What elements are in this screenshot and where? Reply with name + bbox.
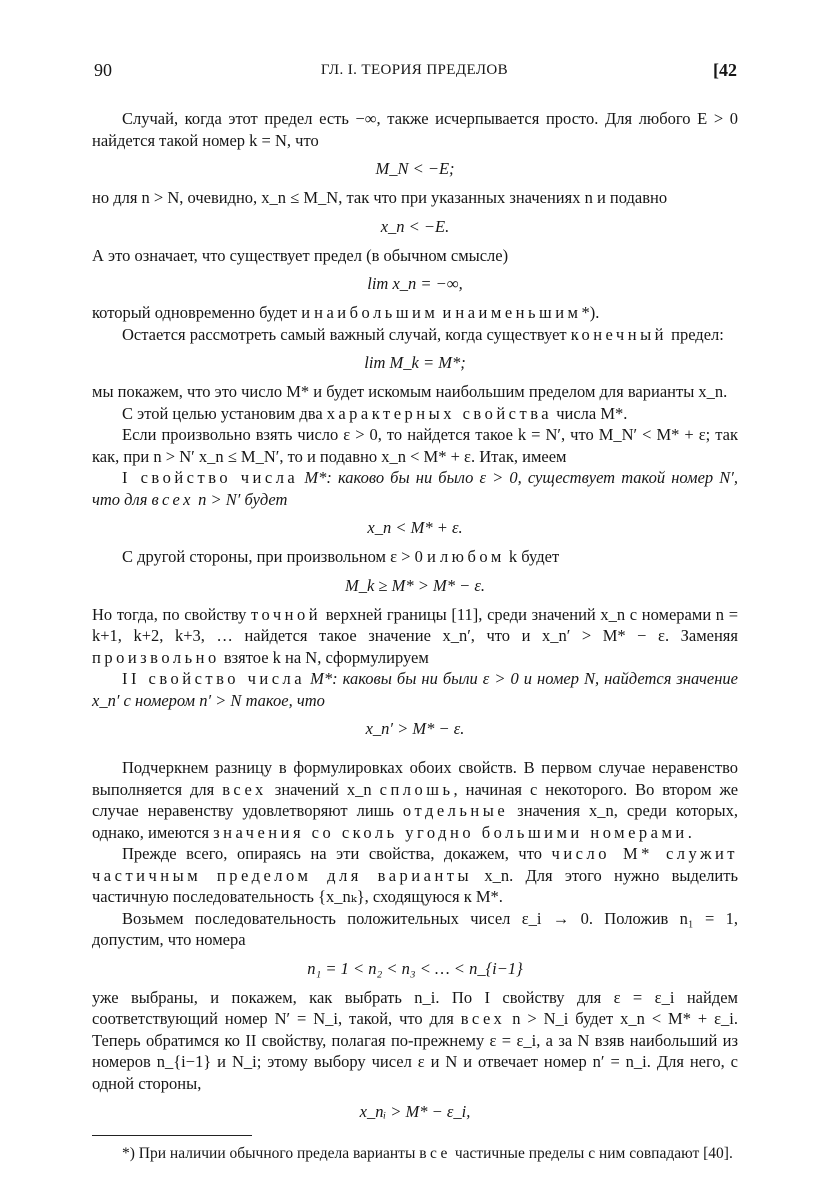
text-run: С этой целью установим два — [122, 403, 323, 423]
spacer — [92, 747, 738, 757]
spaced-emphasis: всех — [460, 1009, 506, 1028]
spaced-emphasis: I свойство числа — [122, 468, 299, 487]
spaced-emphasis: характерных свойства — [326, 403, 553, 423]
text-run: значения x_n, среди которых, однако, имеются — [92, 801, 738, 842]
text-run: каковы бы ни были ε > 0 и номер N, найдется значение x_n′ с номером n′ > N такое, что — [92, 669, 739, 710]
formula: M_k ≥ M* > M* − ε. — [344, 575, 485, 595]
formula: lim x_n = −∞, — [367, 274, 463, 293]
footnote-marker: *). — [581, 303, 600, 322]
page-body — [92, 108, 738, 1164]
paragraph — [92, 324, 738, 346]
spaced-emphasis: наименьшим — [455, 303, 582, 322]
paragraph — [92, 843, 738, 908]
spaced-emphasis: значения со сколь угодно большими номерами — [213, 822, 688, 842]
paragraph — [92, 757, 738, 843]
text-run: каково бы ни было ε > 0, существует такой номер N′, что для — [92, 468, 739, 509]
text-run: M*: — [304, 468, 332, 487]
text-run: *) При наличии обычного предела варианты — [122, 1145, 416, 1162]
property-statement — [92, 668, 738, 711]
text-run: который одновременно будет и — [92, 303, 311, 322]
paragraph — [92, 987, 738, 1095]
formula: x_n < M* + ε. — [367, 518, 463, 537]
page-number: 90 — [94, 60, 112, 80]
paragraph: мы покажем, что это число M* и будет искомым наибольшим пределом для варианты x_n. — [92, 382, 728, 401]
spaced-emphasis: конечный — [570, 324, 667, 344]
formula: n₁ = 1 < n₂ < n₃ < … < n_{i−1} — [307, 958, 523, 978]
text-run: n > N′ будет — [198, 489, 288, 509]
paragraph — [92, 546, 738, 568]
paragraph: но для n > N, очевидно, x_n ≤ M_N, так что при указанных значениях n и подавно — [92, 188, 668, 207]
text-run: взятое k на N, сформулируем — [223, 647, 429, 667]
formula: x_n < −E. — [380, 216, 450, 236]
spaced-emphasis: все — [419, 1145, 451, 1162]
paragraph — [92, 403, 738, 425]
formula: x_n′ > M* − ε. — [365, 719, 465, 738]
spaced-emphasis: сплошь — [379, 779, 454, 799]
text-run: С другой стороны, при произвольном ε > 0 и — [122, 547, 436, 566]
spaced-emphasis: наибольшим — [314, 303, 439, 322]
spaced-emphasis: отдельные — [402, 801, 509, 820]
text-run: уже выбраны, и покажем, как выбрать n_i. По I свойству для ε = ε_i найдем соответствующий номер N′ = N_i, такой, что для — [92, 987, 738, 1028]
formula: lim M_k = M*; — [364, 353, 466, 372]
paragraph — [92, 302, 738, 324]
text-run: Прежде всего, опираясь на эти свойства, докажем, что — [122, 844, 542, 863]
spaced-emphasis: любом — [439, 547, 505, 566]
text-run: Подчеркнем разницу в формулировках обоих свойств. В первом случае неравенство выполняется для — [92, 758, 738, 799]
paragraph: А это означает, что существует предел (в обычном смысле) — [92, 245, 509, 265]
text-run: числа M*. — [556, 403, 628, 423]
text-run: значений x_n — [274, 779, 372, 799]
spaced-emphasis: произвольно — [92, 647, 220, 667]
spaced-emphasis: точной — [251, 604, 322, 624]
text-run: верхней границы [11], среди значений x_n с номерами n = k+1, k+2, k+3, … найдется такое значение x_n′, что и x_n′ > M* − ε. Заменяя — [92, 604, 739, 645]
paragraph — [92, 604, 738, 669]
text-run: M*: — [310, 669, 338, 688]
text-run: , начиная с некоторого. Во втором же случае неравенству удовлетворяют лишь — [92, 779, 739, 820]
text-run: предел: — [671, 324, 724, 344]
formula: x_nᵢ > M* − ε_i, — [359, 1102, 471, 1121]
spaced-emphasis: всех — [151, 489, 194, 509]
property-statement — [92, 467, 738, 510]
text-run: k будет — [508, 547, 560, 566]
text-run: частичные пределы с ним совпадают [40]. — [454, 1145, 733, 1162]
running-title: ГЛ. I. ТЕОРИЯ ПРЕДЕЛОВ — [320, 62, 509, 78]
text-run: x_n. Для этого нужно выделить частичную последовательность {x_nₖ}, сходящуюся к M*. — [92, 865, 738, 906]
text-run: и — [442, 303, 452, 322]
text-run: Но тогда, по свойству — [92, 604, 247, 624]
spaced-emphasis: всех — [222, 779, 267, 799]
text-run: Остается рассмотреть самый важный случай, когда существует — [122, 324, 567, 344]
paragraph: Возьмем последовательность положительных чисел ε_i → 0. Положив n₁ = 1, допустим, что номера — [92, 908, 738, 949]
spaced-emphasis: число M* служит частичным пределом для варианты — [92, 844, 739, 885]
section-number: [42 — [713, 60, 737, 80]
text-run: n > N_i будет x_n < M* + ε_i. Теперь обратимся ко II свойству, полагая по-прежнему ε = ε_i, а за N взяв наибольший из номеров n_{i−1} и N_i; этому выбору чисел ε и N и отвечает номер n′ = n_i. Для него, с одной стороны, — [92, 1009, 739, 1093]
footnote-divider — [92, 1135, 252, 1136]
footnote — [92, 1144, 738, 1164]
paragraph: Случай, когда этот предел есть −∞, также исчерпывается просто. Для любого E > 0 найдется такой номер k = N, что — [92, 109, 738, 150]
spaced-emphasis: II свойство числа — [122, 669, 306, 688]
formula: M_N < −E; — [375, 159, 455, 178]
text-run: . — [687, 822, 692, 842]
paragraph: Если произвольно взять число ε > 0, то найдется такое k = N′, что M_N′ < M* + ε; так как, при n > N′ x_n ≤ M_N′, то и подавно x_n < M* + ε. Итак, имеем — [92, 425, 738, 466]
